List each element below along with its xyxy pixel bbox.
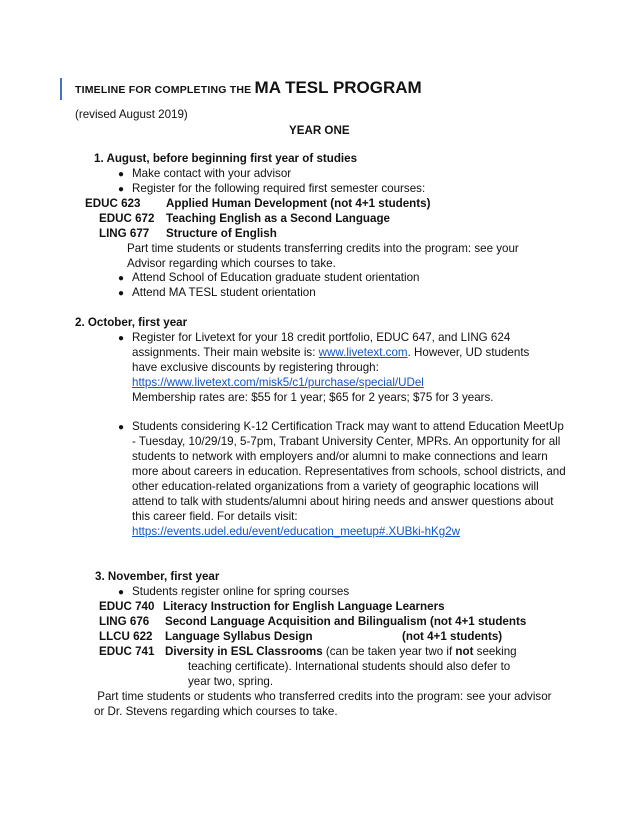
course-note: (not 4+1 students) xyxy=(402,630,503,643)
section-1-heading: 1. August, before beginning first year of studies xyxy=(94,152,358,165)
livetext-text: . However, UD students xyxy=(407,346,530,359)
course-row xyxy=(99,614,526,629)
course-name: Teaching English as a Second Language xyxy=(166,212,390,225)
livetext-discount-link[interactable]: https://www.livetext.com/misk5/c1/purchase/special/UDel xyxy=(132,376,424,389)
section-3-heading: 3. November, first year xyxy=(95,570,220,583)
course-row xyxy=(99,629,502,644)
s1-bullet-orientation: Attend School of Education graduate student orientation xyxy=(132,271,420,284)
course-row xyxy=(99,226,277,241)
meetup-line3: students to network with employers and/or alumni to make connections and learn xyxy=(132,450,548,463)
page-title xyxy=(75,80,422,98)
livetext-line1: Register for Livetext for your 18 credit portfolio, EDUC 647, and LING 624 xyxy=(132,331,511,344)
s1-note-line2: Advisor regarding which courses to take. xyxy=(127,257,336,270)
membership-rates: Membership rates are: $55 for 1 year; $65 for 2 years; $75 for 3 years. xyxy=(132,391,494,404)
course-code: EDUC 672 xyxy=(99,212,155,225)
meetup-link[interactable]: https://events.udel.edu/event/education_meetup#.XUBki-hKg2w xyxy=(132,525,461,538)
livetext-text: assignments. Their main website is: xyxy=(132,346,319,359)
course-note: (can be taken year two if xyxy=(322,645,456,658)
meetup-line4: more about careers in education. Representatives from schools, school districts, and xyxy=(132,465,566,478)
course-name: Applied Human Development (not 4+1 students) xyxy=(166,197,431,210)
course-row xyxy=(85,196,430,211)
bullet-icon: ● xyxy=(118,169,125,180)
course-code: EDUC 741 xyxy=(99,645,155,658)
course-code: EDUC 740 xyxy=(99,600,155,613)
course-code: LING 676 xyxy=(99,615,150,628)
s1-bullet-tesl-orientation: Attend MA TESL student orientation xyxy=(132,286,316,299)
course-note: seeking xyxy=(473,645,517,658)
course-name: Structure of English xyxy=(166,227,277,240)
s3-bullet-register: Students register online for spring courses xyxy=(132,585,350,598)
title-small-caps: TIMELINE FOR COMPLETING THE xyxy=(75,84,252,96)
course-name: Language Syllabus Design xyxy=(165,630,313,643)
year-heading: YEAR ONE xyxy=(289,124,350,137)
course-note-line2: teaching certificate). International students should also defer to xyxy=(188,660,511,673)
s1-bullet-register: Register for the following required first semester courses: xyxy=(132,182,426,195)
course-row xyxy=(99,211,390,226)
meetup-line6: attend to talk with students/alumni about hiring needs and answer questions about xyxy=(132,495,554,508)
section-2-heading: 2. October, first year xyxy=(75,316,188,329)
course-row xyxy=(99,599,445,614)
course-code: LLCU 622 xyxy=(99,630,153,643)
s3-note-line1: Part time students or students who transferred credits into the program: see your advisor xyxy=(94,690,552,703)
s1-bullet-advisor: Make contact with your advisor xyxy=(132,167,292,180)
course-name: Literacy Instruction for English Language Learners xyxy=(163,600,445,613)
heading-accent-bar xyxy=(60,78,62,100)
livetext-line3: have exclusive discounts by registering through: xyxy=(132,361,379,374)
course-name: Diversity in ESL Classrooms xyxy=(165,645,323,658)
bullet-icon: ● xyxy=(118,587,125,598)
course-note-emphasis: not xyxy=(455,645,474,658)
course-note-line3: year two, spring. xyxy=(188,675,274,688)
title-program: MA TESL PROGRAM xyxy=(254,78,422,97)
s3-note-line2: or Dr. Stevens regarding which courses to take. xyxy=(94,705,338,718)
course-code: LING 677 xyxy=(99,227,150,240)
s1-note-line1: Part time students or students transferring credits into the program: see your xyxy=(127,242,519,255)
bullet-icon: ● xyxy=(118,288,125,299)
course-code: EDUC 623 xyxy=(85,197,141,210)
revised-date: (revised August 2019) xyxy=(75,108,188,121)
livetext-line2 xyxy=(132,345,529,360)
meetup-line2: - Tuesday, 10/29/19, 5-7pm, Trabant University Center, MPRs. An opportunity for all xyxy=(132,435,561,448)
bullet-icon: ● xyxy=(118,333,125,344)
meetup-line1: Students considering K-12 Certification Track may want to attend Education MeetUp xyxy=(132,420,564,433)
course-name: Second Language Acquisition and Bilingualism (not 4+1 students xyxy=(165,615,527,628)
bullet-icon: ● xyxy=(118,422,125,433)
course-row xyxy=(99,644,517,659)
bullet-icon: ● xyxy=(118,184,125,195)
meetup-line7: this career field. For details visit: xyxy=(132,510,298,523)
meetup-line5: other education-related organizations from a variety of geographic locations will xyxy=(132,480,539,493)
bullet-icon: ● xyxy=(118,273,125,284)
livetext-main-link[interactable]: www.livetext.com xyxy=(318,346,408,359)
